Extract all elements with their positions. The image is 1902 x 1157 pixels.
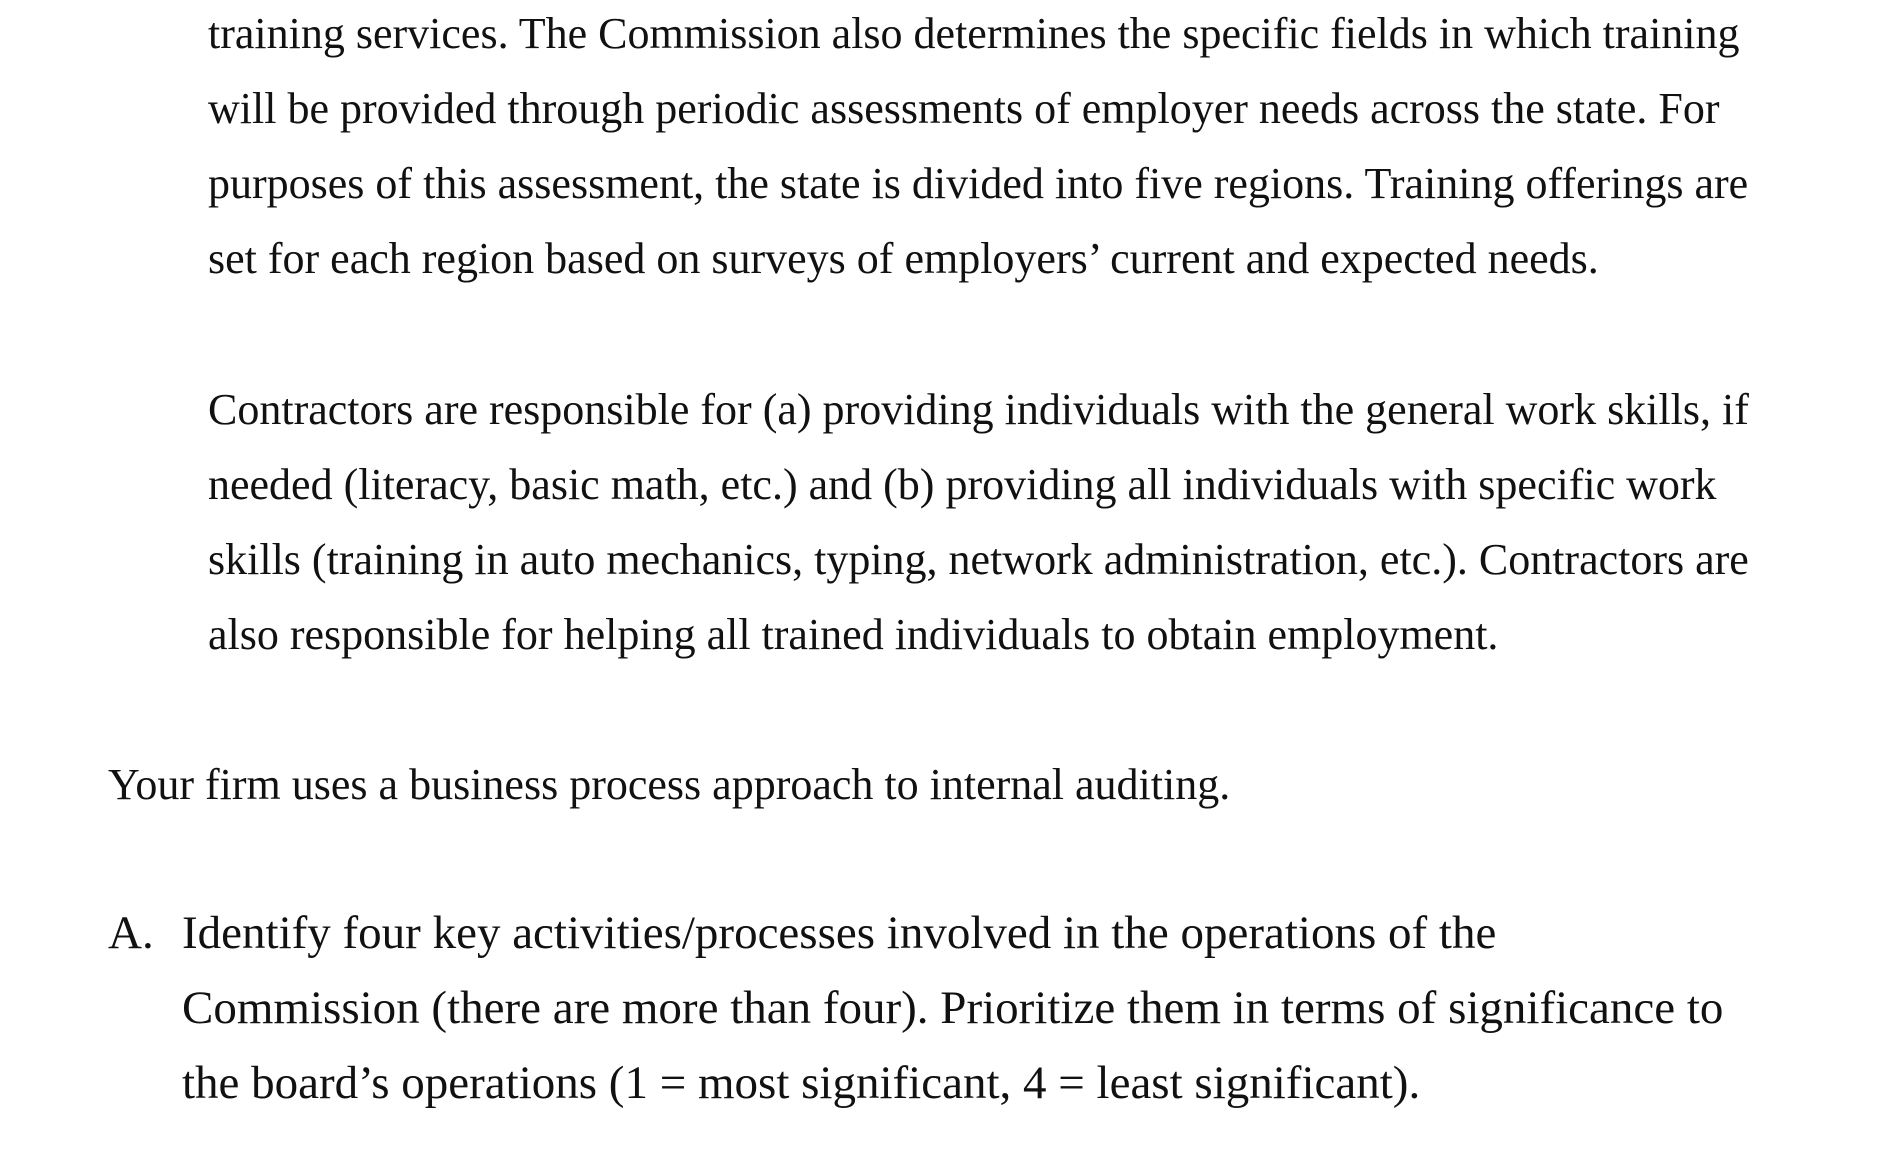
- paragraph-training-services: [208, 0, 1828, 296]
- text-line: Identify four key activities/processes involved in the operations of the: [182, 907, 1497, 959]
- paragraph-audit-approach: Your firm uses a business process approach to internal auditing.: [108, 760, 1231, 809]
- text-line: training services. The Commission also determines the specific fields in which training: [208, 9, 1740, 58]
- text-line: also responsible for helping all trained individuals to obtain employment.: [208, 610, 1499, 659]
- text-line: set for each region based on surveys of employers’ current and expected needs.: [208, 234, 1599, 283]
- text-line: skills (training in auto mechanics, typing, network administration, etc.). Contractors are: [208, 535, 1749, 584]
- text-line: needed (literacy, basic math, etc.) and (b) providing all individuals with specific work: [208, 460, 1717, 509]
- text-line: purposes of this assessment, the state is divided into five regions. Training offerings are: [208, 159, 1749, 208]
- text-line: Contractors are responsible for (a) providing individuals with the general work skills, if: [208, 385, 1749, 434]
- question-text: [182, 896, 1862, 1121]
- text-line: Commission (there are more than four). Prioritize them in terms of significance to: [182, 982, 1724, 1034]
- text-line: the board’s operations (1 = most significant, 4 = least significant).: [182, 1057, 1421, 1109]
- paragraph-contractors: [208, 372, 1828, 672]
- text-line: will be provided through periodic assessments of employer needs across the state. For: [208, 84, 1720, 133]
- question-label: A.: [108, 907, 154, 959]
